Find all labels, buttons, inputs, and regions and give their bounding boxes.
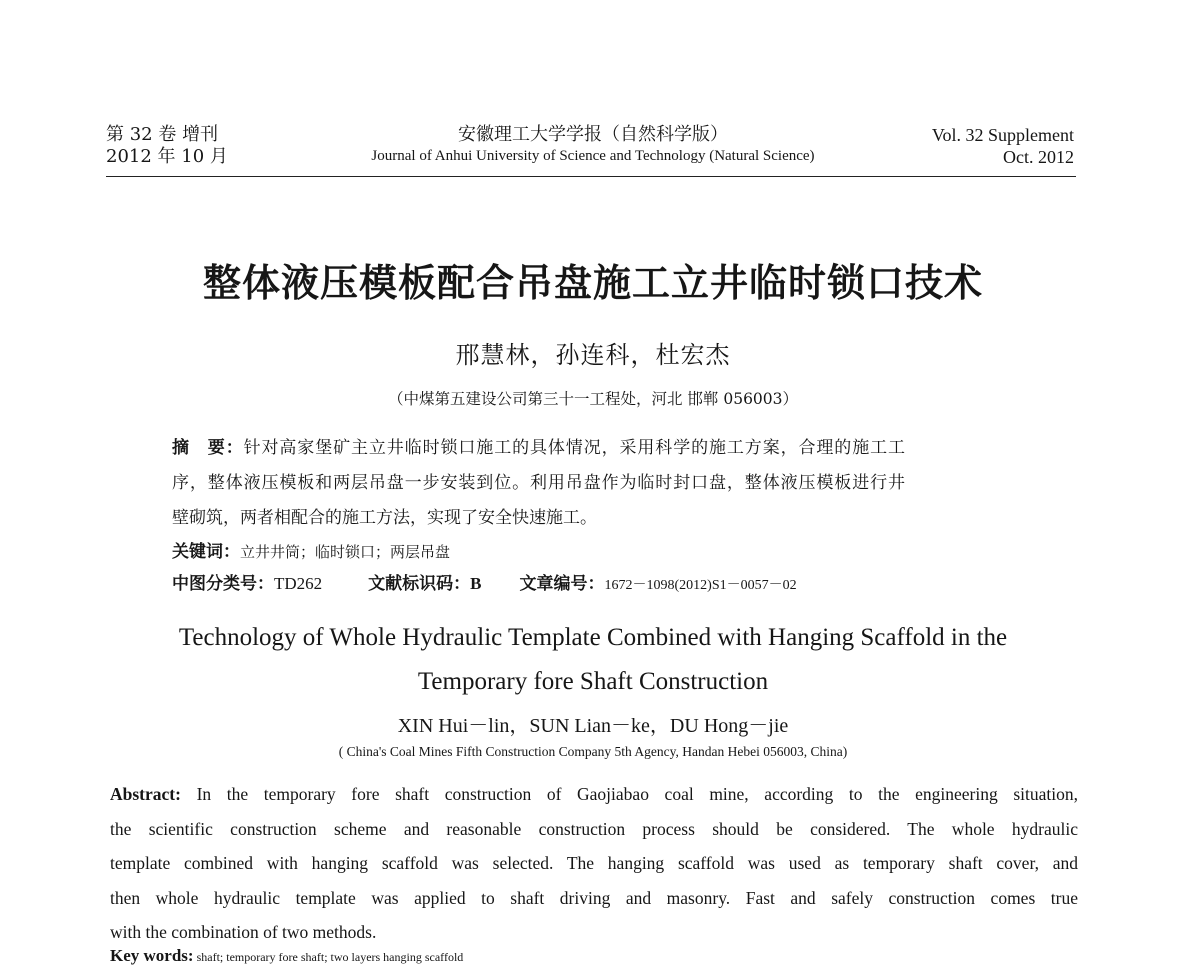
keywords-en-value: shaft; temporary fore shaft; two layers hanging scaffold	[193, 950, 464, 964]
keywords-en	[110, 946, 463, 966]
date-en: Oct. 2012	[1003, 147, 1074, 167]
header-rule	[106, 176, 1076, 177]
authors-en: XIN Hui－lin，SUN Lian－ke，DU Hong－jie	[397, 715, 789, 737]
keywords-cn-label: 关键词：	[172, 542, 240, 562]
clc-label: 中图分类号：	[172, 574, 274, 594]
doc-code-label: 文献标识码：	[368, 574, 471, 594]
paper-title-en-line-2: Temporary fore Shaft Construction	[417, 668, 769, 695]
keywords-cn-value: 立井井筒；临时锁口；两层吊盘	[240, 543, 451, 561]
abstract-cn-line-3: 壁砌筑，两者相配合的施工方法，实现了安全快速施工。	[172, 508, 597, 528]
abstract-cn-line-1	[172, 437, 906, 459]
authors-cn: 邢慧林，孙连科，杜宏杰	[455, 341, 731, 369]
paper-title-cn: 整体液压模板配合吊盘施工立井临时锁口技术	[202, 260, 983, 305]
date-cn: 2012 年 10 月	[106, 146, 228, 167]
abstract-en-line-1	[110, 777, 1078, 812]
abstract-cn-text: 针对高家堡矿主立井临时锁口施工的具体情况，采用科学的施工方案，合理的施工工	[243, 438, 906, 458]
abstract-en-line-3: template combined with hanging scaffold was selected. The hanging scaffold was used as temporary shaft cover, and	[110, 853, 1078, 873]
abstract-en-line-2: the scientific construction scheme and reasonable construction process should be considered. The whole hydraulic	[110, 818, 1078, 839]
abstract-en-text-1: In the temporary fore shaft construction of Gaojiabao coal mine, according to the engineering situation,	[180, 784, 1078, 804]
clc-value: TD262	[274, 574, 323, 593]
journal-name-cn: 安徽理工大学学报（自然科学版）	[458, 124, 728, 145]
affiliation-en: ( China's Coal Mines Fifth Construction Company 5th Agency, Handan Hebei 056003, China)	[338, 744, 848, 759]
article-number-label: 文章编号：	[519, 574, 605, 594]
keywords-cn	[172, 541, 450, 563]
paper-title-en-line-1: Technology of Whole Hydraulic Template Combined with Hanging Scaffold in the	[178, 624, 1008, 651]
abstract-en-line-5: with the combination of two methods.	[110, 922, 377, 942]
volume-en: Vol. 32 Supplement	[931, 125, 1074, 145]
affiliation-cn: （中煤第五建设公司第三十一工程处，河北 邯郸 056003）	[387, 390, 799, 408]
doc-code-value: B	[470, 574, 482, 593]
article-number-value: 1672－1098(2012)S1－0057－02	[604, 578, 797, 593]
abstract-en-label: Abstract:	[110, 784, 181, 804]
journal-name-en: Journal of Anhui University of Science and Technology (Natural Science)	[371, 148, 815, 164]
keywords-en-label: Key words:	[110, 946, 194, 965]
volume-cn: 第 32 卷 增刊	[106, 124, 219, 145]
abstract-en-line-4: then whole hydraulic template was applied to shaft driving and masonry. Fast and safely construction comes true	[110, 887, 1078, 908]
classification-line	[172, 573, 797, 597]
abstract-cn-line-2: 序，整体液压模板和两层吊盘一步安装到位。利用吊盘作为临时封口盘，整体液压模板进行井	[172, 473, 906, 493]
abstract-cn-label: 摘 要：	[172, 438, 244, 458]
abstract-en	[110, 777, 1078, 950]
